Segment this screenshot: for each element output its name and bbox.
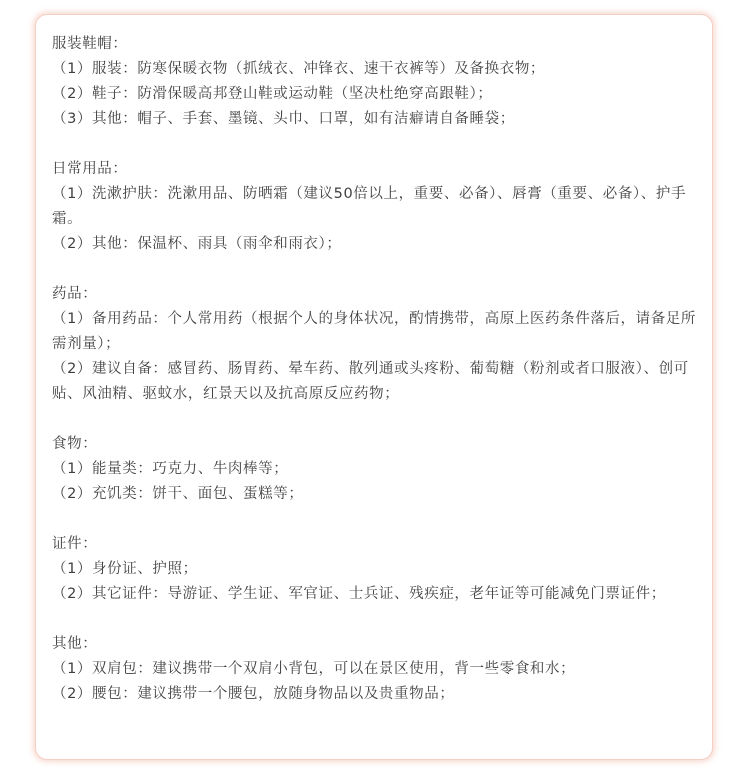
section-heading: 药品： [52,286,98,302]
list-item: （1）洗漱护肤：洗漱用品、防晒霜（建议50倍以上，重要、必备）、唇膏（重要、必备）、护手霜。 [52,186,687,227]
section-heading: 食物： [52,436,98,452]
packing-list-content [52,32,702,707]
section-other [52,632,702,707]
section-food [52,432,702,507]
section-heading: 日常用品： [52,161,128,177]
list-item: （1）身份证、护照； [52,561,198,577]
list-item: （2）腰包：建议携带一个腰包，放随身物品以及贵重物品； [52,686,455,702]
section-daily-items [52,157,702,257]
list-item: （2）充饥类：饼干、面包、蛋糕等； [52,486,304,502]
list-item: （1）双肩包：建议携带一个双肩小背包，可以在景区使用，背一些零食和水； [52,661,576,677]
section-heading: 证件： [52,536,98,552]
list-item: （1）能量类：巧克力、牛肉棒等； [52,461,289,477]
list-item: （1）服装：防寒保暖衣物（抓绒衣、冲锋衣、速干衣裤等）及备换衣物； [52,61,546,77]
section-clothing [52,32,702,132]
list-item: （2）建议自备：感冒药、肠胃药、晕车药、散列通或头疼粉、葡萄糖（粉剂或者口服液）、创可贴、风油精、驱蚊水，红景天以及抗高原反应药物； [52,361,689,402]
packing-list-card [35,14,713,760]
list-item: （1）备用药品：个人常用药（根据个人的身体状况，酌情携带，高原上医药条件落后，请备足所需剂量）； [52,311,697,352]
section-heading: 服装鞋帽： [52,36,128,52]
list-item: （2）其它证件：导游证、学生证、军官证、士兵证、残疾症，老年证等可能减免门票证件； [52,586,666,602]
section-heading: 其他： [52,636,98,652]
section-documents [52,532,702,607]
list-item: （2）其他：保温杯、雨具（雨伞和雨衣）； [52,236,342,252]
list-item: （3）其他：帽子、手套、墨镜、头巾、口罩，如有洁癖请自备睡袋； [52,111,515,127]
section-medicine [52,282,702,407]
list-item: （2）鞋子：防滑保暖高邦登山鞋或运动鞋（坚决杜绝穿高跟鞋）； [52,86,493,102]
